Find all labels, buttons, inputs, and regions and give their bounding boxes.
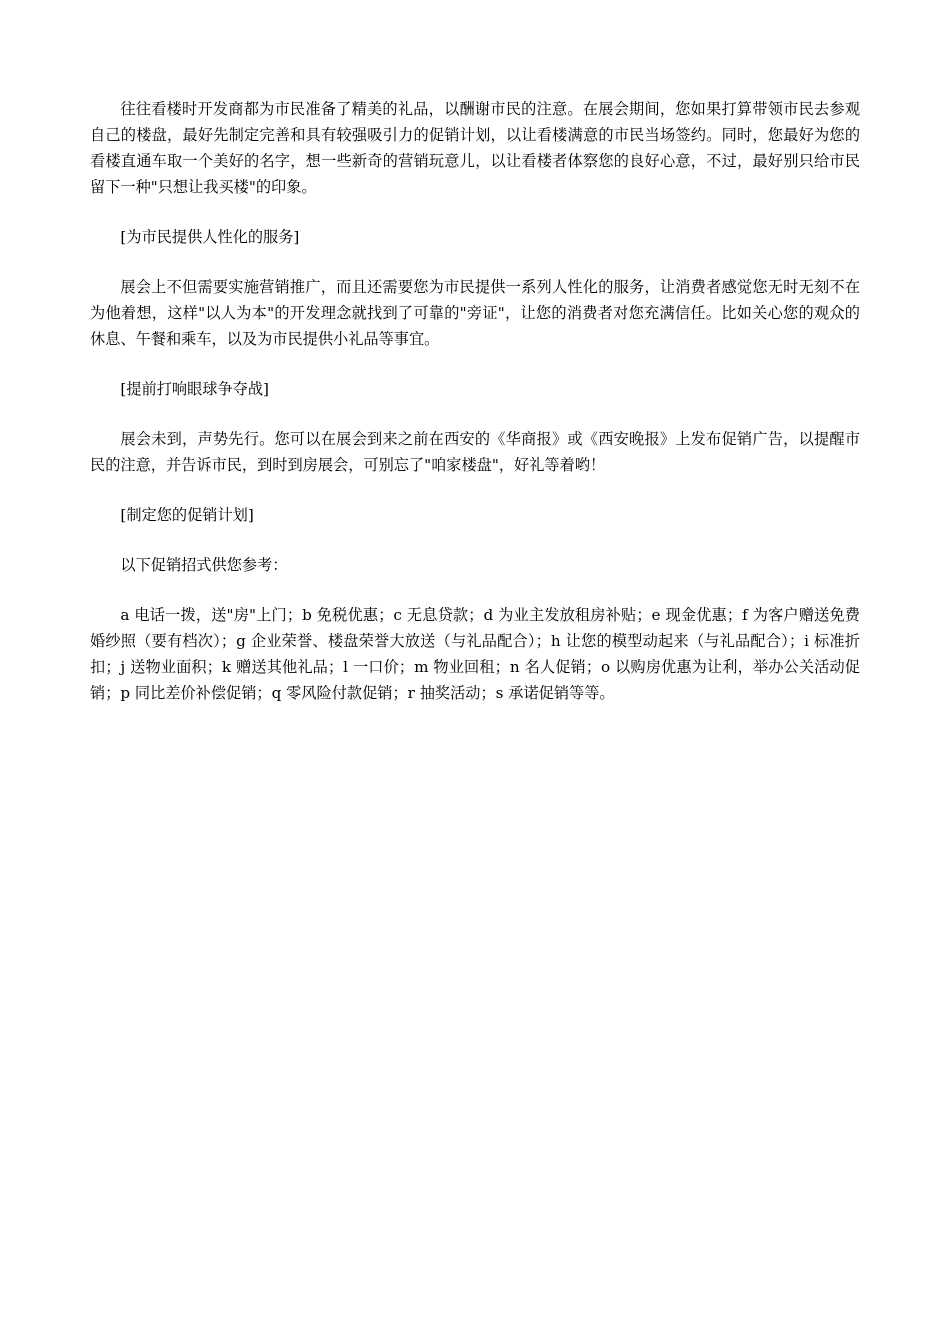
heading-promotion-plan: [制定您的促销计划]: [120, 506, 254, 524]
heading-attention-battle: [提前打响眼球争夺战]: [120, 380, 269, 398]
spacer: [90, 478, 860, 502]
spacer: [90, 352, 860, 376]
spacer: [90, 250, 860, 274]
heading-humanized-service: [为市民提供人性化的服务]: [120, 228, 300, 246]
paragraph-attention-battle: 展会未到，声势先行。您可以在展会到来之前在西安的《华商报》或《西安晚报》上发布促销广告，以提醒市民的注意，并告诉市民，到时到房展会，可别忘了"咱家楼盘"，好礼等着哟！: [90, 430, 860, 474]
spacer: [90, 578, 860, 602]
spacer: [90, 528, 860, 552]
spacer: [90, 402, 860, 426]
paragraph-promotion-list: a 电话一拨，送"房"上门；b 免税优惠；c 无息贷款；d 为业主发放租房补贴；e 现金优惠；f 为客户赠送免费婚纱照（要有档次）；g 企业荣誉、楼盘荣誉大放送（与礼品配合）；h 让您的模型动起来（与礼品配合）；i 标准折扣；j 送物业面积；k 赠送其他礼品；l 一口价；m 物业回租；n 名人促销；o 以购房优惠为让利，举办公关活动促销；p 同比差价补偿促销；q 零风险付款促销；r 抽奖活动；s 承诺促销等等。: [90, 606, 860, 702]
spacer: [90, 200, 860, 224]
promotion-intro: 以下促销招式供您参考：: [120, 556, 288, 574]
paragraph-gifts: 往往看楼时开发商都为市民准备了精美的礼品，以酬谢市民的注意。在展会期间，您如果打算带领市民去参观自己的楼盘，最好先制定完善和具有较强吸引力的促销计划，以让看楼满意的市民当场签约。同时，您最好为您的看楼直通车取一个美好的名字，想一些新奇的营销玩意儿，以让看楼者体察您的良好心意，不过，最好别只给市民留下一种"只想让我买楼"的印象。: [90, 100, 860, 196]
paragraph-humanized-service: 展会上不但需要实施营销推广，而且还需要您为市民提供一系列人性化的服务，让消费者感觉您无时无刻不在为他着想，这样"以人为本"的开发理念就找到了可靠的"旁证"，让您的消费者对您充满信任。比如关心您的观众的休息、午餐和乘车，以及为市民提供小礼品等事宜。: [90, 278, 860, 348]
